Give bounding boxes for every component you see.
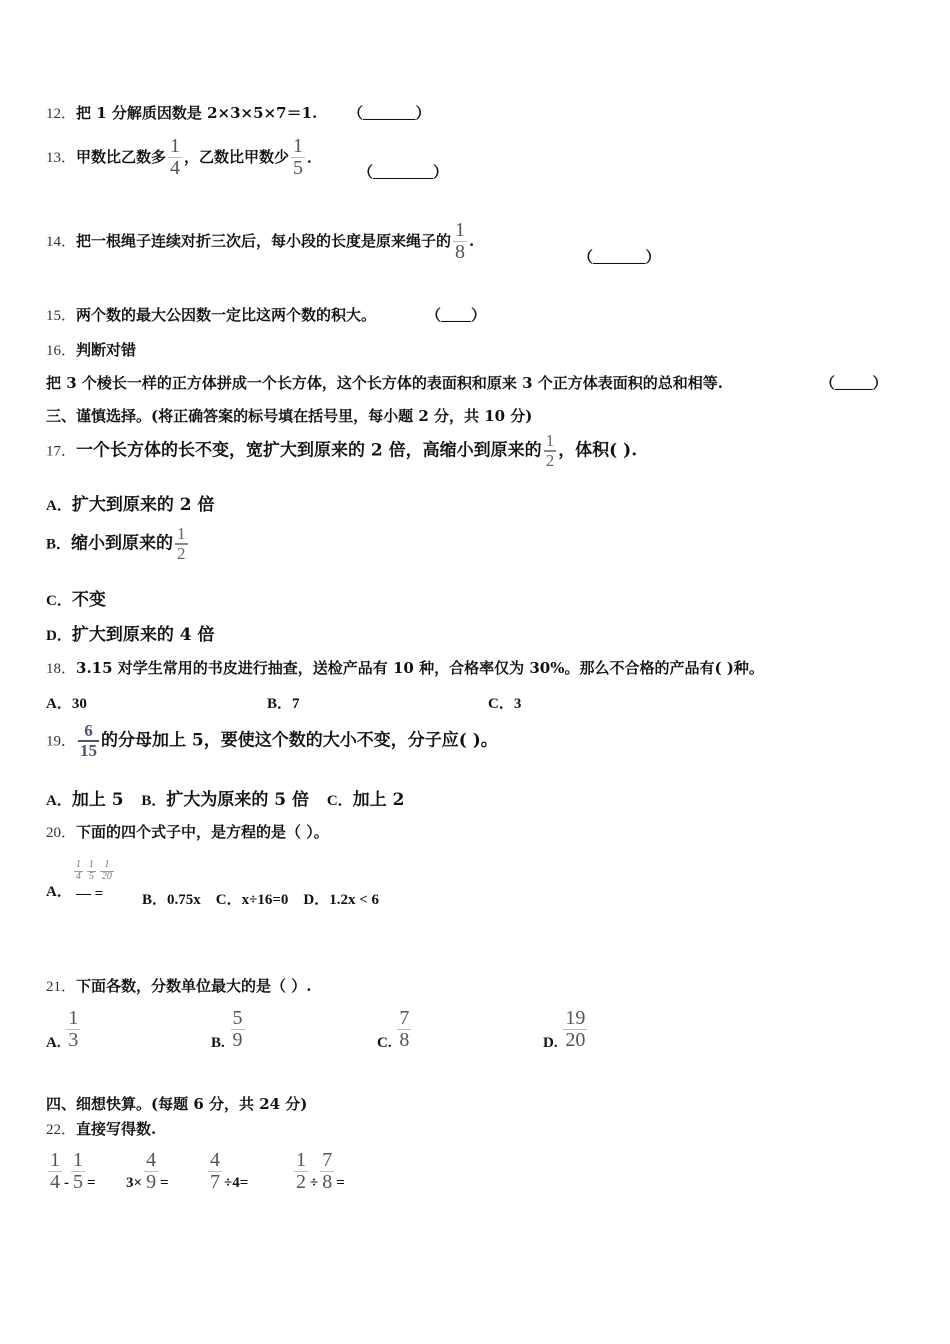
fraction: $\frac{1}{4}$ — [75, 859, 81, 882]
question-number: 18． — [46, 661, 77, 677]
fraction: $\frac{1}{3}$ — [68, 1007, 79, 1051]
answer-blank-14[interactable]: （_______） — [578, 250, 661, 266]
option-text: 扩大到原来的 4 倍 — [71, 625, 215, 645]
fraction: $\frac{4}{7}$ — [210, 1149, 220, 1193]
question-text: 一个长方体的长不变，宽扩大到原来的 2 倍，高缩小到原来的 — [76, 440, 542, 461]
calc-item-1: $\frac{1}{4}$ - $\frac{1}{5}$ = — [50, 1149, 96, 1193]
question-18 — [46, 657, 764, 678]
fraction: $\frac{1}{4}$ — [170, 135, 181, 179]
question-15 — [46, 304, 376, 325]
fraction: $\frac{1}{5}$ — [88, 859, 94, 882]
calc-item-3: $\frac{4}{7}$ ÷4= — [210, 1149, 249, 1193]
fraction: $\frac{1}{5}$ — [73, 1149, 83, 1193]
answer-blank-15[interactable]: （____） — [426, 308, 487, 324]
question-number: 20． — [46, 825, 77, 841]
option-20-b[interactable]: B．0.75x — [142, 892, 201, 908]
option-20-d[interactable]: D．1.2x < 6 — [303, 892, 380, 908]
question-19 — [46, 722, 498, 760]
option-17-d[interactable] — [46, 620, 215, 645]
option-label: A． — [46, 498, 72, 514]
option-21-d[interactable]: D. $\frac{19}{20}$ — [543, 1007, 586, 1051]
question-text: 下面各数，分数单位最大的是（ ）. — [76, 977, 312, 995]
option-19-a[interactable]: A．加上 5 — [46, 790, 124, 810]
option-17-a[interactable] — [46, 490, 215, 515]
section-3-title: 三、谨慎选择。(将正确答案的标号填在括号里，每小题 2 分，共 10 分) — [46, 407, 533, 425]
question-text: 直接写得数. — [76, 1120, 157, 1138]
fraction: $\frac{1}{8}$ — [455, 219, 466, 263]
question-number: 13． — [46, 150, 77, 166]
option-18-a[interactable]: A．30 — [46, 696, 87, 712]
question-19-options — [46, 785, 404, 810]
question-text: 3.15 对学生常用的书皮进行抽查，送检产品有 10 种，合格率仅为 30%。那么不合格的产品有( )种。 — [76, 659, 764, 677]
question-16 — [46, 339, 136, 360]
fraction: $\frac{6}{15}$ — [80, 721, 98, 760]
question-20 — [46, 821, 329, 842]
question-number: 16． — [46, 343, 77, 359]
question-number: 17． — [46, 443, 77, 460]
question-13: 13．甲数比乙数多 $\frac{1}{4}$ ，乙数比甲数少 $\frac{1}{5}$ ． — [46, 135, 323, 179]
fraction: $\frac{1}{20}$ — [101, 859, 112, 882]
option-20-bcd — [142, 888, 379, 909]
fraction: $\frac{1}{2}$ — [177, 524, 186, 563]
question-text: 把 1 分解质因数是 2×3×5×7＝1. — [76, 104, 318, 122]
section-4-title: 四、细想快算。(每题 6 分，共 24 分) — [46, 1095, 308, 1113]
option-21-c[interactable]: C. $\frac{7}{8}$ — [377, 1007, 410, 1051]
question-text: 下面的四个式子中，是方程的是（ ）。 — [76, 823, 329, 841]
option-21-a[interactable]: A. $\frac{1}{3}$ — [46, 1007, 79, 1051]
option-19-b[interactable]: B．扩大为原来的 5 倍 — [141, 790, 310, 810]
fraction: $\frac{7}{8}$ — [399, 1007, 410, 1051]
answer-blank-12[interactable]: （_______） — [348, 106, 431, 122]
option-text: 不变 — [71, 590, 106, 610]
question-22 — [46, 1118, 156, 1139]
question-text: 两个数的最大公因数一定比这两个数的积大。 — [76, 306, 377, 324]
question-number: 22． — [46, 1122, 77, 1138]
option-17-c[interactable] — [46, 585, 106, 610]
question-12 — [46, 102, 317, 123]
question-16-text: 把 3 个棱长一样的正方体拼成一个长方体，这个长方体的表面积和原来 3 个正方体表面积的总和相等. — [46, 374, 723, 392]
question-21 — [46, 975, 311, 996]
calc-item-4: $\frac{1}{2}$ ÷ $\frac{7}{8}$ = — [296, 1149, 345, 1193]
option-17-b[interactable] — [46, 525, 190, 563]
fraction: $\frac{1}{5}$ — [293, 135, 304, 179]
question-title: 判断对错 — [76, 341, 137, 359]
answer-blank-13[interactable]: （________） — [358, 165, 449, 181]
question-text: 的分母加上 5，要使这个数的大小不变，分子应( )。 — [101, 730, 498, 751]
question-number: 19． — [46, 733, 77, 750]
option-text: 缩小到原来的 — [71, 533, 174, 554]
fraction: $\frac{5}{9}$ — [232, 1007, 243, 1051]
question-17: 17．一个长方体的长不变，宽扩大到原来的 2 倍，高缩小到原来的 $\frac{1}{2}$ ，体积( ). — [46, 431, 638, 470]
calc-item-2: 3× $\frac{4}{9}$ = — [126, 1149, 169, 1193]
question-number: 15． — [46, 308, 77, 324]
question-number: 21． — [46, 979, 77, 995]
fraction: $\frac{1}{2}$ — [545, 431, 555, 470]
question-14: 14．把一根绳子连续对折三次后，每小段的长度是原来绳子的 $\frac{1}{8}$ . — [46, 219, 475, 263]
option-18-c[interactable]: C．3 — [488, 696, 522, 712]
option-20-c[interactable]: C．x÷16=0 — [215, 892, 289, 908]
fraction: $\frac{7}{8}$ — [322, 1149, 333, 1193]
option-label: C． — [46, 593, 72, 609]
option-21-b[interactable]: B. $\frac{5}{9}$ — [211, 1007, 243, 1051]
question-text: 甲数比乙数多 — [76, 148, 167, 166]
option-19-c[interactable]: C．加上 2 — [326, 790, 405, 810]
option-18-b[interactable]: B．7 — [267, 696, 300, 712]
question-text: 把一根绳子连续对折三次后，每小段的长度是原来绳子的 — [76, 232, 452, 250]
option-20-a[interactable]: A． $\frac{1}{4}$ $\frac{1}{5}$ $\frac{1}{20}$ — [46, 859, 112, 901]
fraction: $\frac{1}{2}$ — [296, 1149, 306, 1193]
question-number: 12． — [46, 106, 77, 122]
option-20-a-expression: — = — [76, 886, 104, 902]
answer-blank-16[interactable]: （_____） — [820, 376, 888, 392]
fraction: $\frac{19}{20}$ — [565, 1007, 586, 1051]
question-text: ，乙数比甲数少 — [184, 148, 290, 166]
fraction: $\frac{4}{9}$ — [146, 1149, 157, 1193]
option-label: B． — [46, 536, 72, 553]
question-number: 14． — [46, 234, 77, 250]
fraction: $\frac{1}{4}$ — [50, 1149, 60, 1193]
option-label: D． — [46, 628, 72, 644]
option-text: 扩大到原来的 2 倍 — [71, 495, 215, 515]
